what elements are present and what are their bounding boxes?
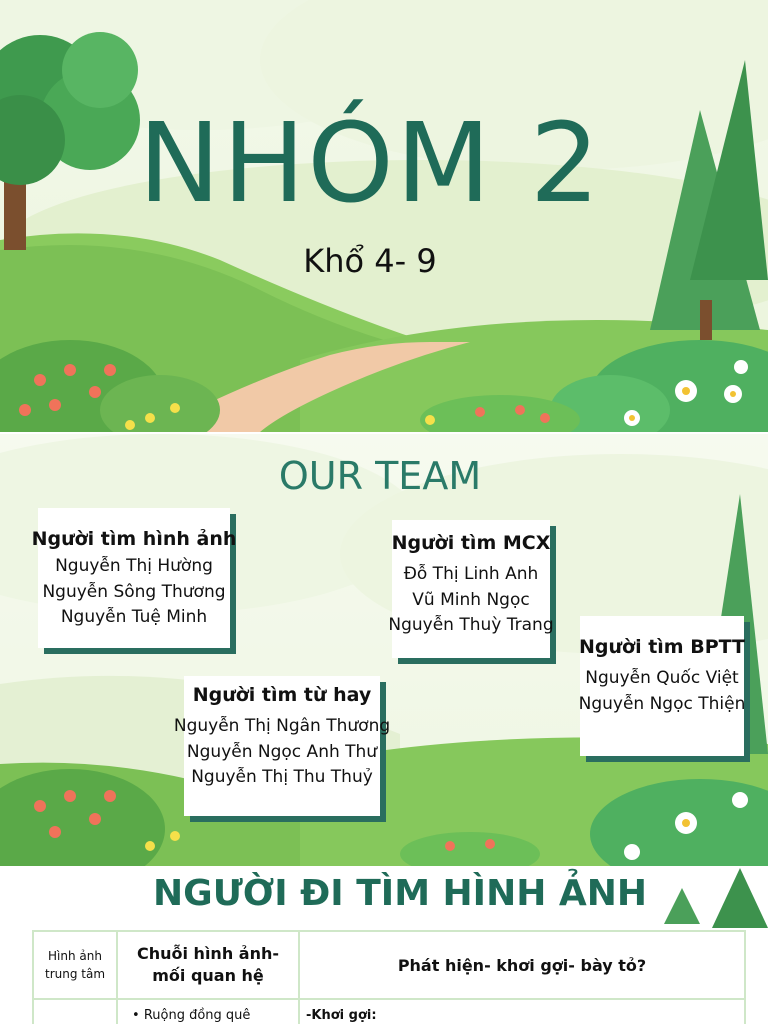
role-card-bptt: [580, 616, 744, 756]
member-list: [170, 714, 394, 791]
member-name: Đỗ Thị Linh Anh: [403, 564, 539, 584]
role-heading: Người tìm MCX: [391, 532, 551, 554]
member-name: Nguyễn Ngọc Anh Thư: [186, 741, 378, 762]
member-name: Nguyễn Sông Thương: [42, 581, 226, 602]
member-list: [378, 562, 564, 639]
cell-image-chain: [117, 999, 299, 1024]
header-discover: Phát hiện- khơi gợi- bày tỏ?: [299, 931, 745, 999]
role-card-mcx: [388, 520, 554, 658]
header-central-image: Hình ảnh trung tâm: [33, 931, 117, 999]
list-item: Ruộng đồng quê: [143, 1008, 251, 1023]
title-slide: [0, 0, 768, 432]
member-name: Vũ Minh Ngọc: [412, 589, 530, 610]
group-subtitle: Khổ 4- 9: [303, 242, 437, 280]
team-title: OUR TEAM: [278, 454, 482, 498]
group-title: NHÓM 2: [138, 99, 602, 227]
cell-evoke: -Khơi gợi:: [299, 999, 745, 1024]
role-card-images: [31, 508, 237, 648]
slide-title: NGƯỜI ĐI TÌM HÌNH ẢNH: [153, 873, 647, 914]
member-name: Nguyễn Thị Ngân Thương: [173, 716, 391, 736]
role-heading: Người tìm BPTT: [579, 636, 745, 658]
image-finder-slide: [0, 868, 768, 1024]
header-image-chain: Chuỗi hình ảnh- mối quan hệ: [117, 931, 299, 999]
member-list: [566, 666, 758, 717]
cell-central-image: [33, 999, 117, 1024]
member-name: Nguyễn Thị Thu Thuỷ: [191, 767, 373, 787]
role-card-words: [173, 676, 391, 816]
member-list: [24, 554, 244, 631]
member-name: Nguyễn Ngọc Thiện: [578, 693, 746, 714]
bullet-icon: •: [132, 1008, 140, 1023]
member-name: Nguyễn Thuỳ Trang: [388, 615, 554, 635]
member-name: Nguyễn Thị Hường: [55, 556, 213, 576]
team-slide: [0, 434, 768, 866]
role-heading: Người tìm hình ảnh: [31, 528, 237, 550]
member-name: Nguyễn Tuệ Minh: [60, 607, 208, 627]
analysis-table: [32, 930, 746, 1024]
role-heading: Người tìm từ hay: [192, 684, 372, 706]
member-name: Nguyễn Quốc Việt: [585, 668, 739, 688]
